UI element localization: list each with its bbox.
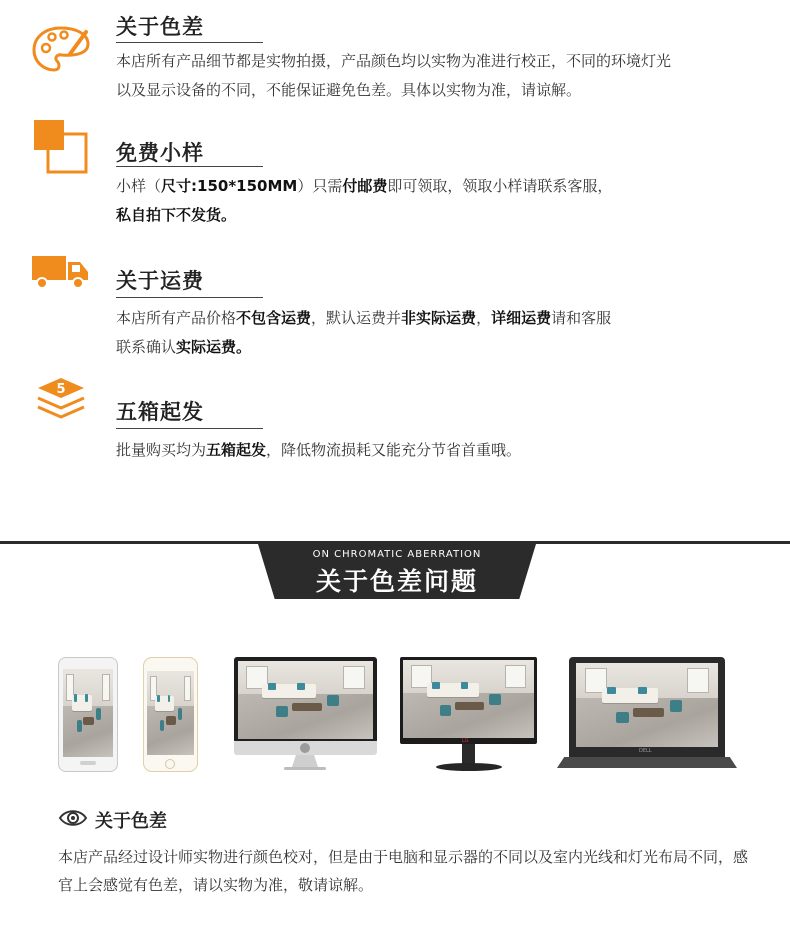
section-body <box>116 172 776 230</box>
bold-text: 实际运费。 <box>176 338 252 356</box>
device-lg-monitor <box>400 657 537 773</box>
body-text: ， <box>476 309 492 327</box>
body-text: 即可领取，领取小样请联系客服， <box>387 177 613 195</box>
eye-icon <box>58 806 88 834</box>
body-text: 批量购买均为 <box>116 441 207 459</box>
body-text: 本店所有产品细节都是实物拍摄，产品颜色均以实物为准进行校正，不同的环境灯光 <box>116 52 672 70</box>
bold-text: 付邮费 <box>342 177 388 195</box>
body-text: 请和客服 <box>551 309 612 327</box>
body-text: 以及显示设备的不同，不能保证避免色差。具体以实物为准，请谅解。 <box>116 81 582 99</box>
section-body-line <box>116 172 776 201</box>
device-iphone <box>143 657 198 772</box>
bold-text: 尺寸:150*150MM <box>161 177 298 195</box>
note-text: 本店产品经过设计师实物进行颜色校对，但是由于电脑和显示器的不同以及室内光线和灯光布局不同，感官上会感觉有色差，请以实物为准，敬请谅解。 <box>58 848 749 894</box>
body-text: ，降低物流损耗又能充分节省首重哦。 <box>266 441 522 459</box>
bold-text: 非实际运费 <box>401 309 477 327</box>
bold-text: 私自拍下不发货。 <box>116 206 237 224</box>
box-number: 5 <box>56 382 66 397</box>
section-title: 关于色差 <box>116 15 204 39</box>
section-divider <box>0 541 790 544</box>
section-body <box>116 304 776 362</box>
section-body-line <box>116 47 776 76</box>
section-shipping-fee <box>0 240 790 370</box>
section-body-line <box>116 76 776 105</box>
section-body <box>116 436 776 465</box>
section-min-order <box>0 370 790 480</box>
section-body-line <box>116 436 776 465</box>
title-underline <box>116 42 263 43</box>
body-text: ，默认运费并 <box>311 309 402 327</box>
section-body-line <box>116 201 776 230</box>
device-dell-laptop <box>557 657 737 773</box>
laptop-brand-label: DELL <box>639 748 652 754</box>
bold-text: 五箱起发 <box>206 441 267 459</box>
truck-icon <box>30 252 92 308</box>
bold-text: 详细运费 <box>491 309 552 327</box>
bold-text: 不包含运费 <box>236 309 312 327</box>
screen-room-photo <box>403 660 534 738</box>
section-title: 免费小样 <box>116 141 204 165</box>
palette-icon <box>30 24 92 80</box>
section-color-difference <box>0 0 790 110</box>
note-title: 关于色差 <box>95 811 167 832</box>
five-boxes-icon <box>30 376 92 432</box>
body-text: 小样（ <box>116 177 162 195</box>
sample-squares-icon <box>30 116 92 172</box>
title-underline <box>116 428 263 429</box>
body-text: 本店所有产品价格 <box>116 309 237 327</box>
section-body-line <box>116 333 776 362</box>
section-title: 关于运费 <box>116 269 204 293</box>
screen-room-photo <box>147 671 194 755</box>
body-text: ）只需 <box>297 177 343 195</box>
screen-room-photo <box>238 661 373 739</box>
banner-subtitle: ON CHROMATIC ABERRATION <box>312 549 482 560</box>
banner-title: 关于色差问题 <box>315 567 478 596</box>
monitor-brand-label: LG <box>462 738 469 744</box>
section-body <box>116 47 776 105</box>
screen-room-photo <box>576 663 718 747</box>
body-text: 联系确认 <box>116 338 177 356</box>
device-imac <box>234 657 377 773</box>
section-body-line <box>116 304 776 333</box>
screen-room-photo <box>63 669 113 757</box>
device-android-phone <box>58 657 118 772</box>
section-free-sample <box>0 110 790 240</box>
title-underline <box>116 297 263 298</box>
title-underline <box>116 166 263 167</box>
section-title: 五箱起发 <box>116 400 204 424</box>
